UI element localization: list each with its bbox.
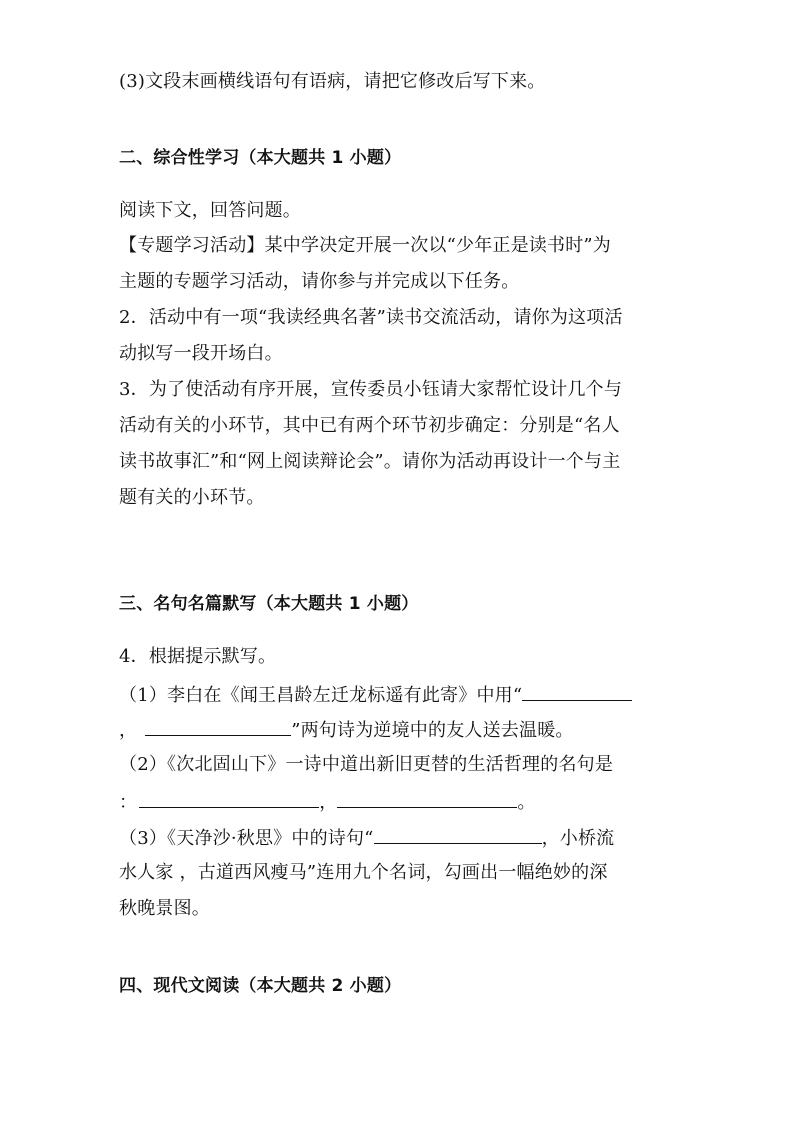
answer-blank[interactable] [337, 789, 517, 808]
question-3-line-2: 活动有关的小环节，其中已有两个环节初步确定：分别是“名人 [119, 415, 620, 436]
activity-intro-line-1: 【专题学习活动】某中学决定开展一次以“少年正是读书时”为 [119, 235, 612, 256]
question-2-line-1: 2．活动中有一项“我读经典名著”读书交流活动，请你为这项活 [119, 307, 623, 328]
question-2-line-2: 动拟写一段开场白。 [119, 343, 283, 364]
activity-intro-line-2: 主题的专题学习活动，请你参与并完成以下任务。 [119, 271, 520, 292]
section-3-heading: 三、名句名篇默写（本大题共 1 小题） [119, 594, 419, 614]
fill-item-1-line-1 [119, 682, 632, 708]
answer-blank[interactable] [145, 717, 291, 736]
fill-item-3-suffix: ，小桥流 [541, 828, 615, 849]
comma: ， [319, 792, 338, 813]
fill-item-3-line-1 [119, 825, 614, 851]
answer-blank[interactable] [522, 682, 632, 701]
comma: ， [119, 720, 138, 741]
fill-item-3-line-3: 秋晚景图。 [119, 898, 210, 919]
fill-item-2-line-1: （2）《次北固山下》一诗中道出新旧更替的生活哲理的名句是 [119, 754, 614, 775]
reading-instruction: 阅读下文，回答问题。 [119, 200, 301, 221]
question-3-line-1: 3．为了使活动有序开展，宣传委员小钰请大家帮忙设计几个与 [119, 379, 623, 400]
question-3-line-3: 读书故事汇”和“网上阅读辩论会”。请你为活动再设计一个与主 [119, 451, 621, 472]
fill-item-1-suffix: ”两句诗为逆境中的友人送去温暖。 [291, 720, 574, 741]
answer-blank[interactable] [139, 789, 319, 808]
section-2-heading: 二、综合性学习（本大题共 1 小题） [119, 148, 402, 168]
fill-item-3-line-2: 水人家 ，古道西风瘦马”连用九个名词，勾画出一幅绝妙的深 [119, 862, 608, 883]
fill-item-1-line-2 [119, 717, 574, 743]
section-4-heading: 四、现代文阅读（本大题共 2 小题） [119, 976, 402, 996]
answer-blank[interactable] [374, 825, 542, 844]
question-3-line-4: 题有关的小环节。 [119, 487, 265, 508]
question-4-title: 4．根据提示默写。 [119, 646, 277, 667]
period: 。 [517, 792, 536, 813]
colon: ： [119, 792, 138, 813]
fill-item-2-line-2 [119, 789, 536, 815]
fill-item-3-prompt: （3）《天净沙·秋思》中的诗句“ [119, 828, 374, 849]
fill-item-1-prompt: （1）李白在《闻王昌龄左迁龙标遥有此寄》中用“ [119, 685, 523, 706]
question-3-text: (3)文段末画横线语句有语病，请把它修改后写下来。 [119, 71, 546, 92]
